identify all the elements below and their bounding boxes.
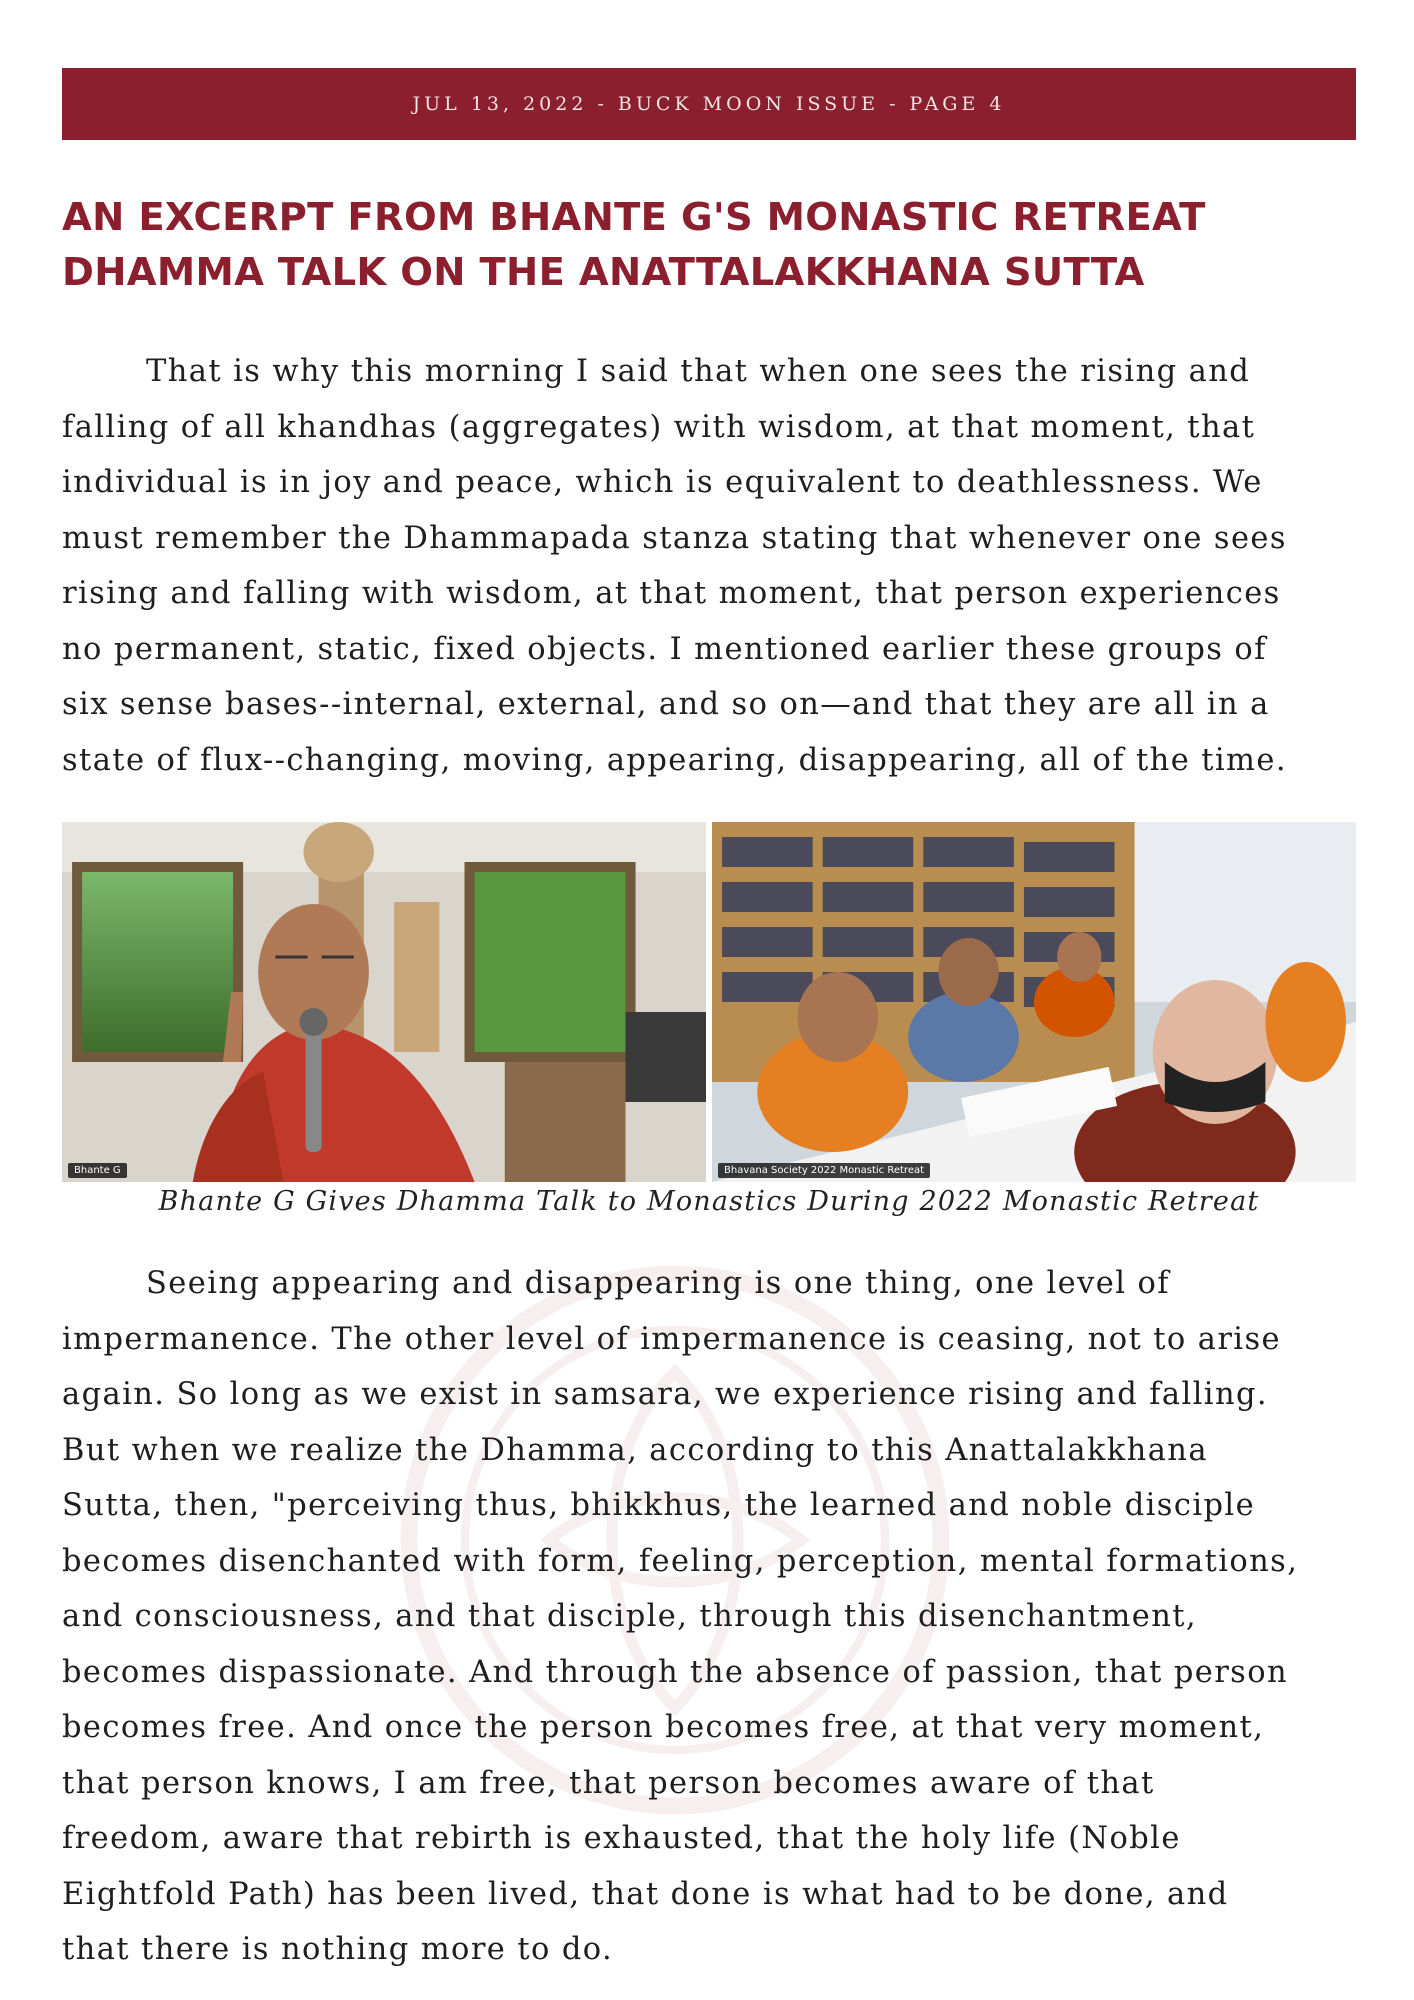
paragraph-line: Seeing appearing and disappearing is one thing, one level of <box>146 1266 1170 1301</box>
article-paragraph-1 <box>62 344 1362 788</box>
speaker-illustration <box>62 822 706 1182</box>
issue-header-bar <box>62 68 1356 140</box>
paragraph-line: that there is nothing more to do. <box>62 1932 614 1967</box>
paragraph-line: that person knows, I am free, that person becomes aware of that <box>62 1765 1155 1801</box>
paragraph-line: becomes free. And once the person becomes free, at that very moment, <box>62 1710 1265 1745</box>
paragraph-line: rising and falling with wisdom, at that moment, that person experiences <box>62 576 1281 611</box>
paragraph-line: That is why this morning I said that when one sees the rising and <box>146 354 1251 389</box>
paragraph-line: individual is in joy and peace, which is equivalent to deathlessness. We <box>62 465 1263 500</box>
photo-left-label: Bhante G <box>68 1163 127 1178</box>
paragraph-line: becomes disenchanted with form, feeling, perception, mental formations, <box>62 1543 1299 1579</box>
photo-caption: Bhante G Gives Dhamma Talk to Monastics During 2022 Monastic Retreat <box>158 1186 1260 1217</box>
article-paragraph-2 <box>62 1256 1362 1978</box>
paragraph-line: again. So long as we exist in samsara, we experience rising and falling. <box>62 1377 1269 1412</box>
paragraph-line: six sense bases--internal, external, and so on—and that they are all in a <box>62 687 1270 722</box>
title-line: AN EXCERPT FROM BHANTE G'S MONASTIC RETREAT <box>62 195 1206 240</box>
paragraph-line: But when we realize the Dhamma, according to this Anattalakkhana <box>62 1432 1208 1468</box>
paragraph-line: becomes dispassionate. And through the absence of passion, that person <box>62 1654 1289 1690</box>
paragraph-line: Sutta, then, "perceiving thus, bhikkhus, the learned and noble disciple <box>62 1488 1256 1523</box>
paragraph-line: freedom, aware that rebirth is exhausted, that the holy life (Noble <box>62 1821 1181 1856</box>
photo-right-label: Bhavana Society 2022 Monastic Retreat <box>718 1163 930 1178</box>
paragraph-line: no permanent, static, fixed objects. I mentioned earlier these groups of <box>62 631 1267 667</box>
paragraph-line: must remember the Dhammapada stanza stating that whenever one sees <box>62 520 1287 556</box>
article-title <box>62 190 1362 300</box>
photo-library-frame <box>712 822 1356 1182</box>
paragraph-line: impermanence. The other level of impermanence is ceasing, not to arise <box>62 1321 1281 1357</box>
issue-header-text: JUL 13, 2022 - BUCK MOON ISSUE - PAGE 4 <box>412 93 1006 115</box>
title-line: DHAMMA TALK ON THE ANATTALAKKHANA SUTTA <box>62 250 1145 295</box>
paragraph-line: Eightfold Path) has been lived, that done is what had to be done, and <box>62 1876 1229 1912</box>
paragraph-line: falling of all khandhas (aggregates) with wisdom, at that moment, that <box>62 409 1256 445</box>
photo-speaker-frame <box>62 822 706 1182</box>
article-photo <box>62 822 1356 1182</box>
paragraph-line: and consciousness, and that disciple, through this disenchantment, <box>62 1599 1197 1634</box>
paragraph-line: state of flux--changing, moving, appearing, disappearing, all of the time. <box>62 742 1287 778</box>
library-illustration <box>712 822 1356 1182</box>
